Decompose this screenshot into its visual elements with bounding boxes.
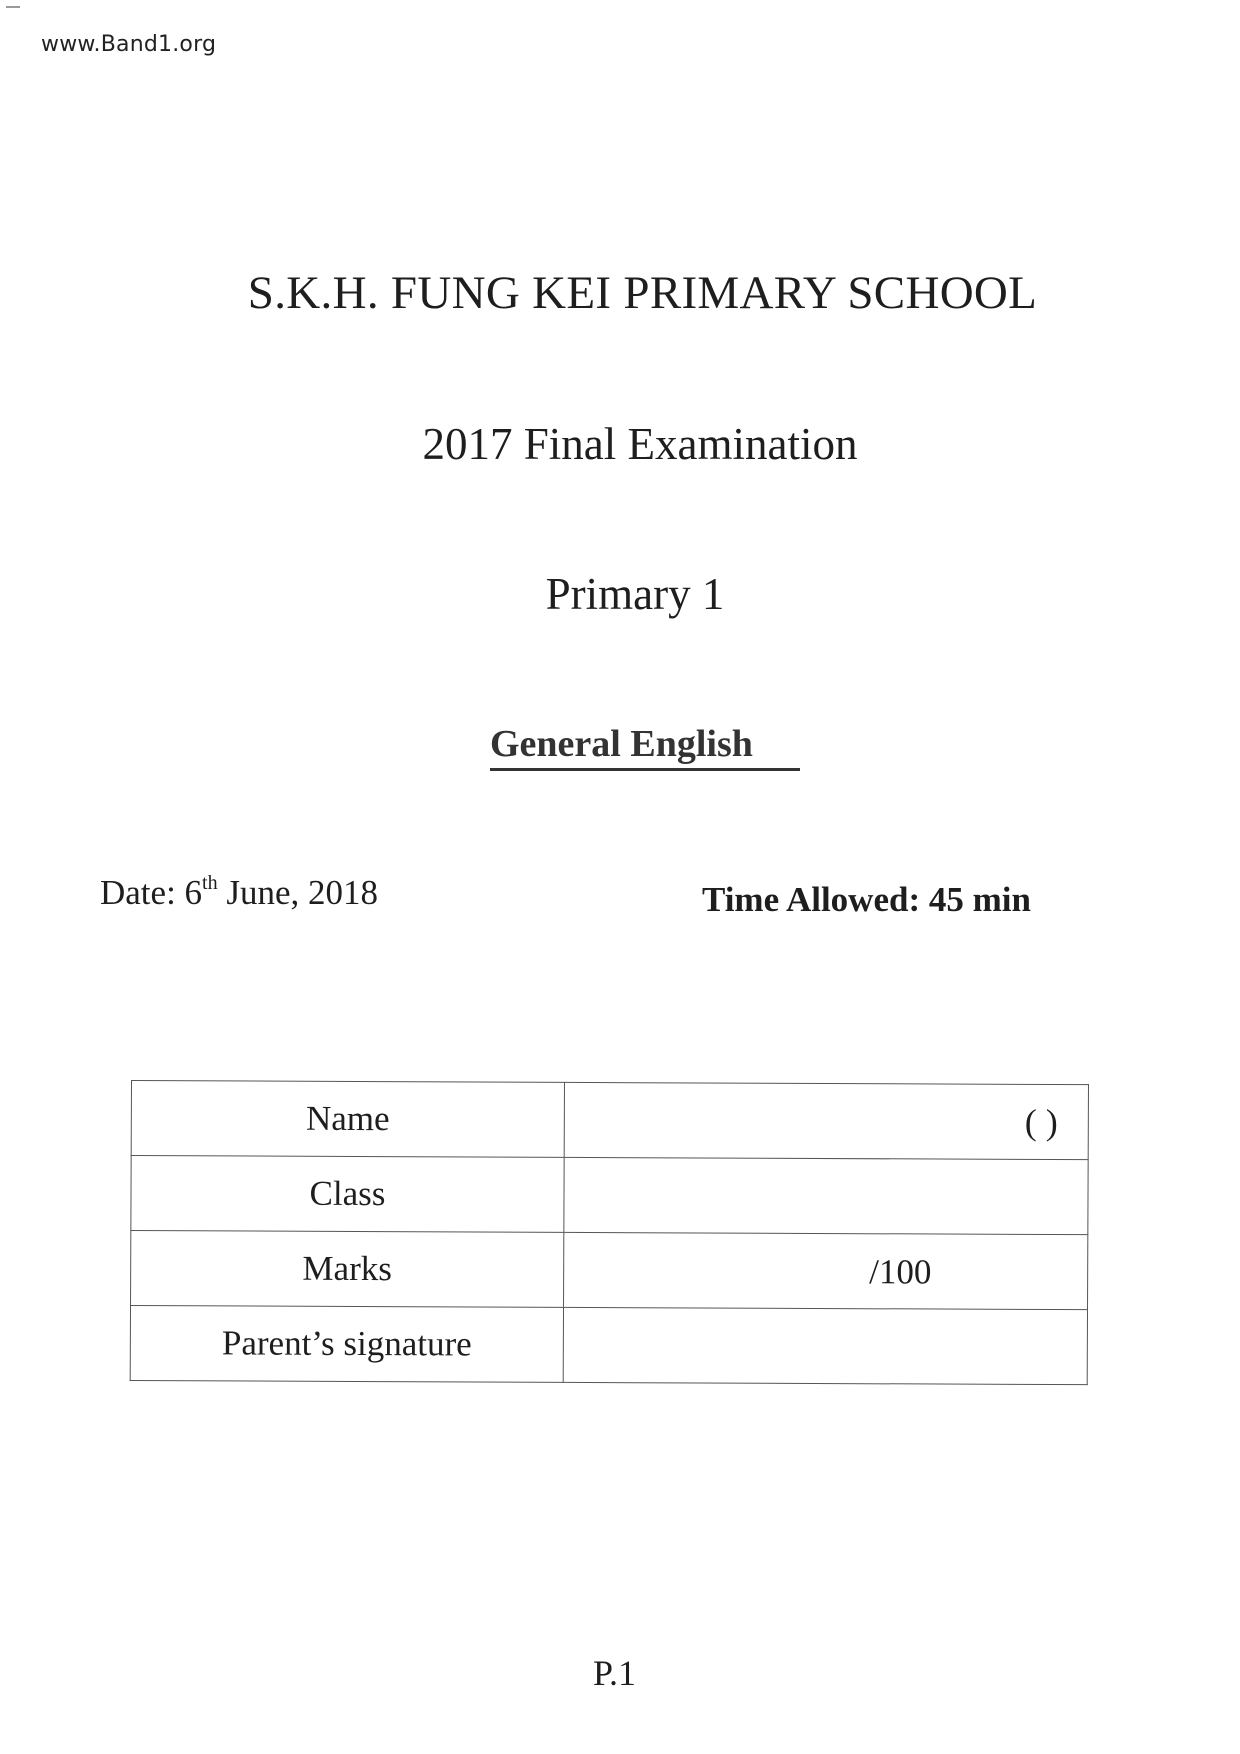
table-row	[131, 1081, 1088, 1160]
table-row	[131, 1156, 1088, 1235]
date-ordinal-suffix: th	[202, 872, 218, 895]
name-field[interactable]	[564, 1082, 1088, 1159]
class-number-brackets: ( )	[1024, 1101, 1058, 1143]
subject-heading	[490, 722, 800, 766]
grade-level: Primary 1	[545, 569, 725, 619]
marks-field[interactable]	[564, 1232, 1088, 1309]
page-number: P.1	[593, 1653, 637, 1693]
watermark-url: www.Band1.org	[41, 32, 217, 57]
date-prefix: Date: 6	[100, 873, 203, 912]
table-row	[130, 1306, 1087, 1385]
date-suffix: June, 2018	[217, 873, 379, 912]
class-field[interactable]	[564, 1157, 1088, 1234]
table-row	[131, 1231, 1088, 1310]
parent-signature-label: Parent’s signature	[130, 1306, 563, 1383]
name-label: Name	[131, 1081, 564, 1158]
exam-title: 2017 Final Examination	[422, 419, 858, 469]
marks-total: /100	[869, 1252, 932, 1292]
scan-corner-mark	[6, 6, 20, 8]
exam-date	[100, 873, 378, 913]
marks-label: Marks	[131, 1231, 564, 1308]
student-info-table	[130, 1080, 1089, 1385]
parent-signature-field[interactable]	[563, 1307, 1087, 1384]
subject-underline	[490, 768, 800, 771]
class-label: Class	[131, 1156, 564, 1233]
time-allowed: Time Allowed: 45 min	[702, 880, 1031, 919]
school-name: S.K.H. FUNG KEI PRIMARY SCHOOL	[247, 267, 1038, 319]
subject-title: General English	[490, 723, 753, 765]
